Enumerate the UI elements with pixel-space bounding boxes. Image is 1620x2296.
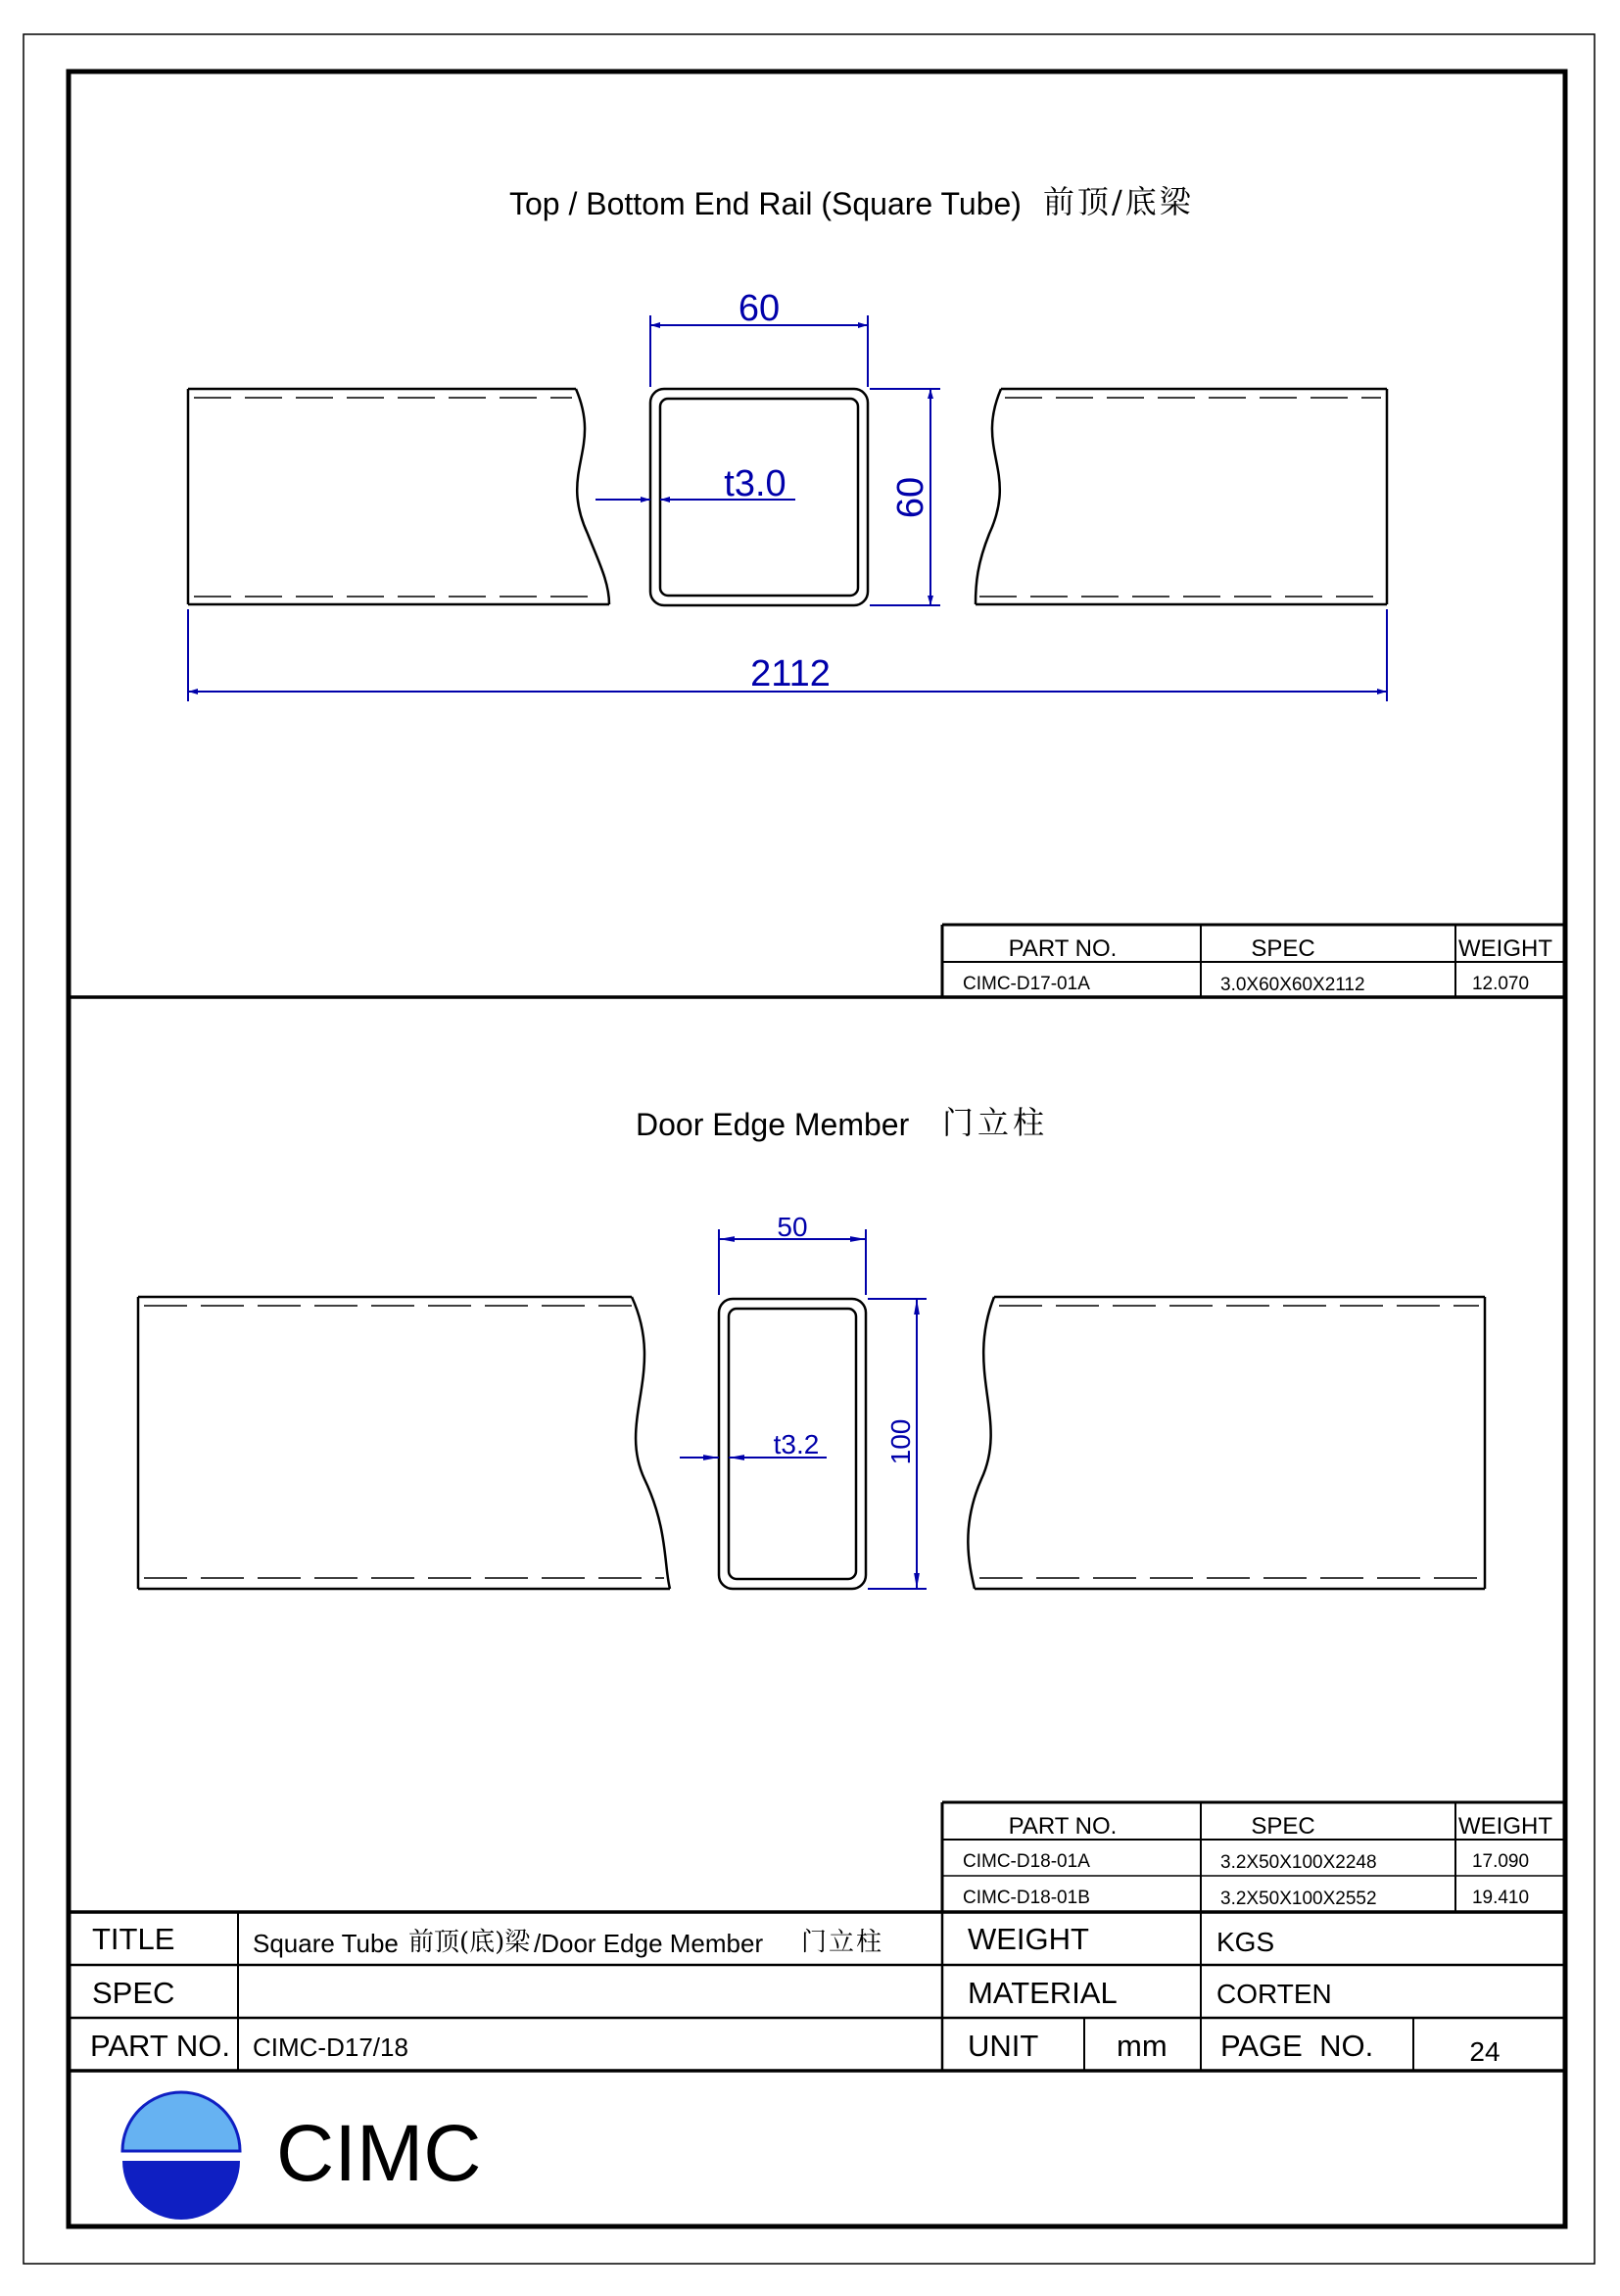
- tube-1-left-view: [188, 389, 609, 604]
- title-label: TITLE: [92, 1922, 175, 1956]
- section-2-title: [636, 1104, 1048, 1142]
- tube-1-height-dim: 60: [890, 476, 931, 519]
- parts-table-1-row1-spec: 3.0X60X60X2112: [1220, 975, 1365, 995]
- part-no-label: PART NO.: [90, 2029, 230, 2063]
- page-no-value: 24: [1469, 2036, 1501, 2067]
- parts-table-1-header-weight: WEIGHT: [1458, 935, 1552, 962]
- title-block: [69, 1912, 1565, 2071]
- parts-table-2-row1-weight: 17.090: [1471, 1851, 1530, 1872]
- parts-table-1-header-spec: SPEC: [1251, 935, 1315, 962]
- parts-table-2-header-spec: SPEC: [1251, 1813, 1315, 1840]
- logo-upper-half: [122, 2092, 240, 2151]
- cimc-logo: [122, 2092, 482, 2220]
- logo-lower-half: [122, 2161, 240, 2220]
- tube-1-right-view: [976, 389, 1387, 604]
- tube-2-dimension-labels: [774, 1212, 916, 1464]
- parts-table-1-header-part: PART NO.: [1008, 935, 1118, 962]
- parts-table-1: [942, 925, 1565, 997]
- tube-2-right-view: [968, 1297, 1485, 1589]
- page-no-label: PAGE NO.: [1220, 2029, 1374, 2063]
- parts-table-2-row1-part: CIMC-D18-01A: [963, 1851, 1090, 1872]
- weight-label: WEIGHT: [968, 1922, 1089, 1956]
- weight-value: KGS: [1216, 1927, 1275, 1957]
- parts-table-2-row2-spec: 3.2X50X100X2552: [1220, 1889, 1377, 1909]
- tube-2-height-dim: 100: [885, 1418, 916, 1465]
- parts-table-2-row2-part: CIMC-D18-01B: [963, 1888, 1090, 1908]
- title-value-d: 门立柱: [801, 1928, 884, 1957]
- parts-table-1-row1-part: CIMC-D17-01A: [963, 974, 1090, 994]
- section-1-title-cn: 前顶/底梁: [1043, 183, 1194, 220]
- tube-1-dimension-labels: [724, 288, 931, 694]
- section-1-title-en: Top / Bottom End Rail (Square Tube): [509, 186, 1022, 221]
- tube-2-dimensions: [680, 1229, 927, 1589]
- unit-value: mm: [1117, 2029, 1167, 2063]
- tube-2-thickness-dim: t3.2: [773, 1429, 820, 1459]
- parts-table-2-row1-spec: 3.2X50X100X2248: [1220, 1852, 1377, 1873]
- material-value: CORTEN: [1216, 1979, 1332, 2009]
- parts-table-1-row1-weight: 12.070: [1471, 974, 1530, 994]
- part-no-value: CIMC-D17/18: [253, 2033, 408, 2062]
- title-value-b: 前顶(底)梁: [408, 1928, 531, 1957]
- section-2-title-cn: 门立柱: [942, 1104, 1049, 1141]
- parts-table-2-row2-weight: 19.410: [1471, 1888, 1530, 1908]
- parts-table-2-header-weight: WEIGHT: [1458, 1813, 1552, 1840]
- logo-text: CIMC: [276, 2109, 482, 2198]
- tube-1-length-dim: 2112: [750, 653, 831, 694]
- title-value-a: Square Tube: [253, 1929, 399, 1958]
- section-2-title-en: Door Edge Member: [636, 1107, 910, 1142]
- spec-label: SPEC: [92, 1976, 175, 2010]
- tube-1-dimensions: [188, 315, 1387, 701]
- tube-2-left-view: [138, 1297, 670, 1589]
- tube-1-thickness-dim: t3.0: [724, 463, 786, 504]
- title-value-c: /Door Edge Member: [534, 1929, 764, 1958]
- section-1-title: [509, 183, 1194, 221]
- tube-1-width-dim: 60: [738, 288, 781, 329]
- parts-table-2: [942, 1802, 1565, 1912]
- tube-2-width-dim: 50: [777, 1212, 808, 1242]
- material-label: MATERIAL: [968, 1976, 1118, 2010]
- unit-label: UNIT: [968, 2029, 1039, 2063]
- parts-table-2-header-part: PART NO.: [1008, 1813, 1118, 1840]
